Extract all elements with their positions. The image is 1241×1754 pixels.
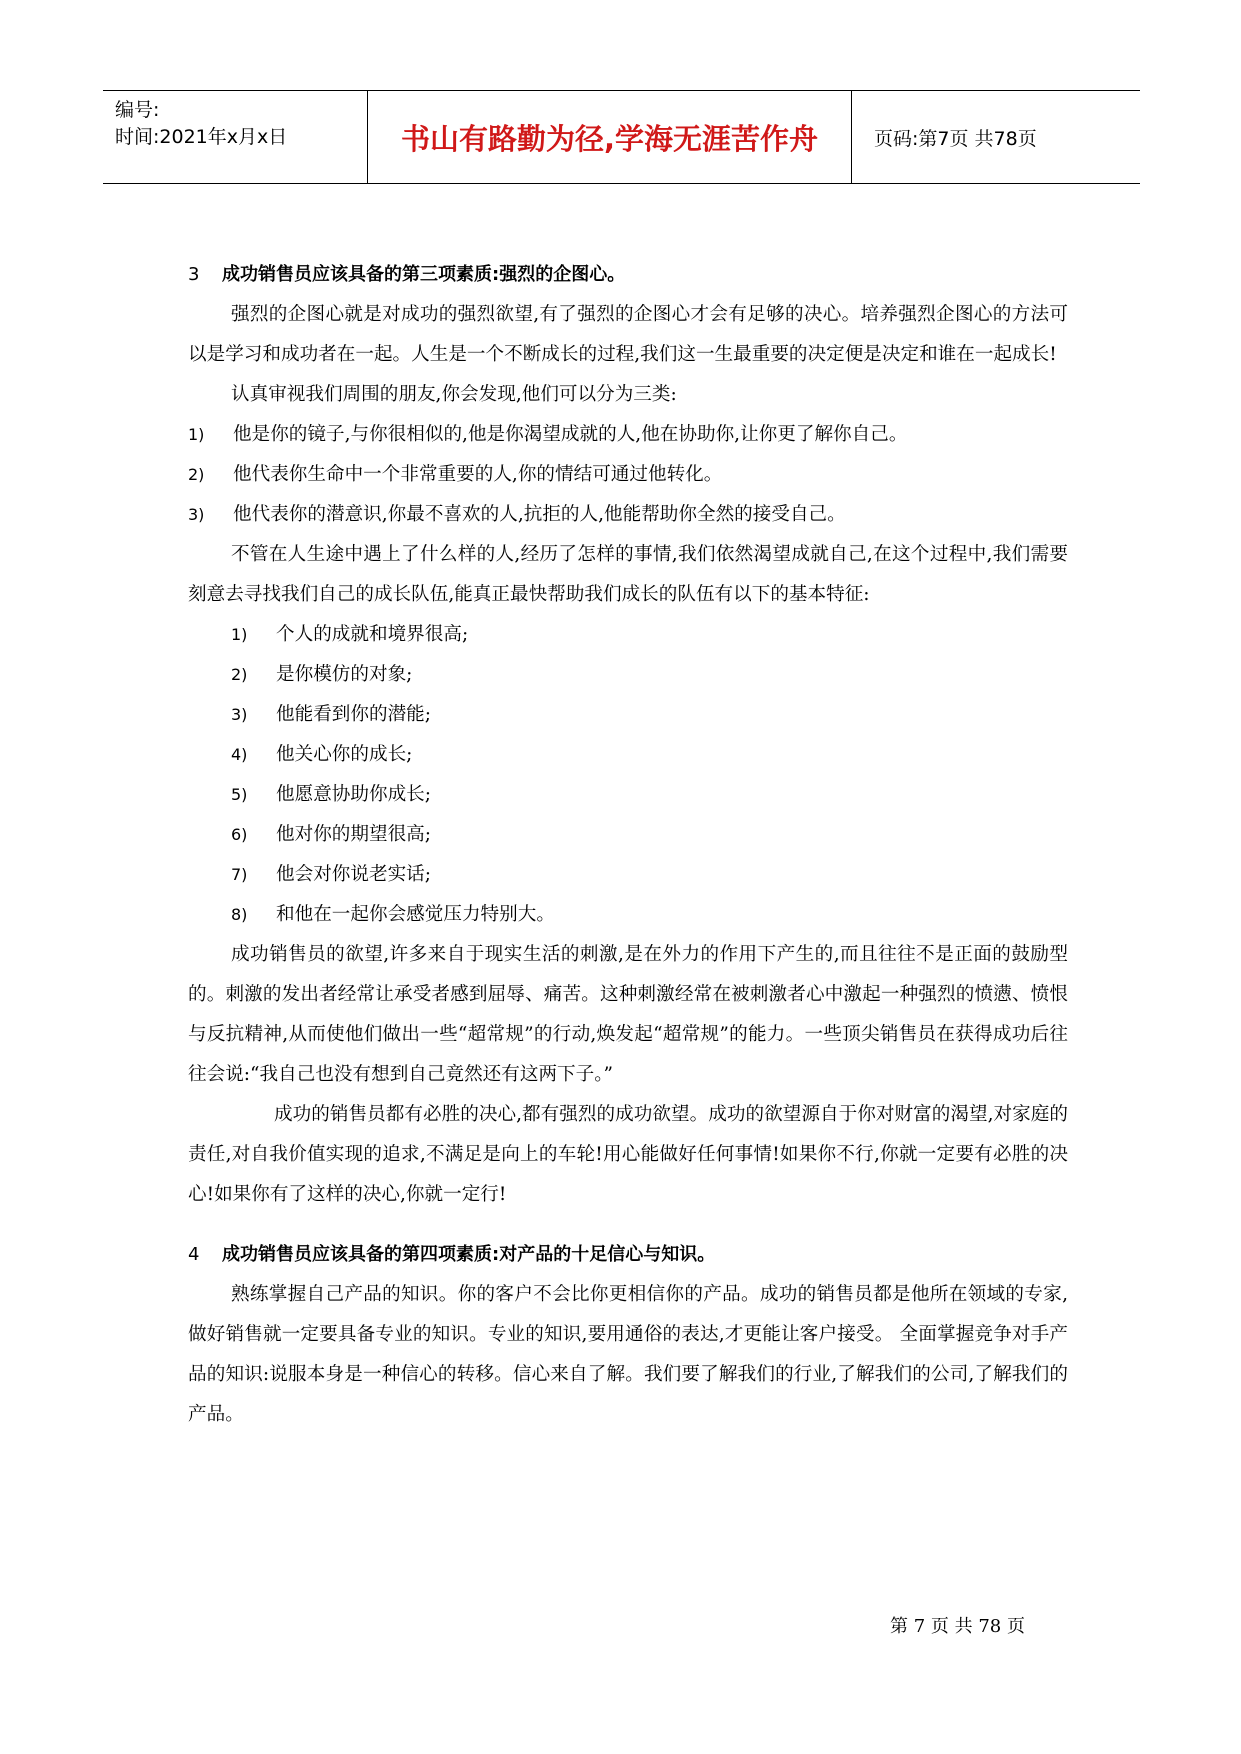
list-item bbox=[231, 735, 1068, 775]
document-body bbox=[188, 255, 1068, 1435]
list-item bbox=[231, 775, 1068, 815]
list-item bbox=[231, 815, 1068, 855]
list-marker: 5) bbox=[231, 785, 248, 804]
section-3-number: 3 bbox=[188, 264, 200, 285]
section-3-heading bbox=[188, 255, 1068, 295]
list-item-text: 个人的成就和境界很高; bbox=[276, 624, 469, 645]
list-item-text: 他对你的期望很高; bbox=[276, 824, 432, 845]
list-marker: 6) bbox=[231, 825, 248, 844]
paragraph: 成功的销售员都有必胜的决心,都有强烈的成功欲望。成功的欲望源自于你对财富的渴望,对家庭的责任,对自我价值实现的追求,不满足是向上的车轮!用心能做好任何事情!如果你不行,你就一定要有必胜的决心!如果你有了这样的决心,你就一定行! bbox=[188, 1104, 1068, 1205]
section-4-heading bbox=[188, 1235, 1068, 1275]
page-header bbox=[103, 90, 1140, 184]
list-item bbox=[188, 415, 1068, 455]
list-item-text: 他关心你的成长; bbox=[276, 744, 413, 765]
list-item-text: 他会对你说老实话; bbox=[276, 864, 432, 885]
list-marker: 8) bbox=[231, 905, 248, 924]
list-item bbox=[231, 855, 1068, 895]
list-marker: 4) bbox=[231, 745, 248, 764]
document-number-label: 编号: bbox=[115, 99, 160, 121]
section-4-number: 4 bbox=[188, 1244, 200, 1265]
header-meta bbox=[103, 91, 368, 183]
list-item bbox=[231, 695, 1068, 735]
paragraph: 强烈的企图心就是对成功的强烈欲望,有了强烈的企图心才会有足够的决心。培养强烈企图心的方法可以是学习和成功者在一起。人生是一个不断成长的过程,我们这一生最重要的决定便是决定和谁在一起成长! bbox=[188, 304, 1068, 365]
section-spacer bbox=[188, 1215, 1068, 1235]
paragraph: 认真审视我们周围的朋友,你会发现,他们可以分为三类: bbox=[231, 384, 677, 405]
section-4-title: 成功销售员应该具备的第四项素质:对产品的十足信心与知识。 bbox=[222, 1244, 716, 1265]
paragraph: 不管在人生途中遇上了什么样的人,经历了怎样的事情,我们依然渴望成就自己,在这个过程中,我们需要刻意去寻找我们自己的成长队伍,能真正最快帮助我们成长的队伍有以下的基本特征: bbox=[188, 544, 1068, 605]
page-footer: 第 7 页 共 78 页 bbox=[890, 1616, 1025, 1637]
list-item bbox=[188, 455, 1068, 495]
list-item-text: 他代表你的潜意识,你最不喜欢的人,抗拒的人,他能帮助你全然的接受自己。 bbox=[233, 504, 846, 525]
list-marker: 2) bbox=[231, 665, 248, 684]
section-3-title: 成功销售员应该具备的第三项素质:强烈的企图心。 bbox=[222, 264, 626, 285]
paragraph: 成功销售员的欲望,许多来自于现实生活的刺激,是在外力的作用下产生的,而且往往不是正面的鼓励型的。刺激的发出者经常让承受者感到屈辱、痛苦。这种刺激经常在被刺激者心中激起一种强烈的愤懑、愤恨与反抗精神,从而使他们做出一些“超常规”的行动,焕发起“超常规”的能力。一些顶尖销售员在获得成功后往往会说:“我自己也没有想到自己竟然还有这两下子。” bbox=[188, 944, 1068, 1085]
list-item bbox=[231, 615, 1068, 655]
list-marker: 2) bbox=[188, 465, 205, 484]
header-motto: 书山有路勤为径,学海无涯苦作舟 bbox=[368, 91, 852, 183]
list-marker: 3) bbox=[188, 505, 205, 524]
list-item-text: 他是你的镜子,与你很相似的,他是你渴望成就的人,他在协助你,让你更了解你自己。 bbox=[233, 424, 908, 445]
list-marker: 1) bbox=[188, 425, 205, 444]
paragraph: 熟练掌握自己产品的知识。你的客户不会比你更相信你的产品。成功的销售员都是他所在领域的专家,做好销售就一定要具备专业的知识。专业的知识,要用通俗的表达,才更能让客户接受。 全面掌握竞争对手产品的知识:说服本身是一种信心的转移。信心来自了解。我们要了解我们的行业,了解我们的公司,了解我们的产品。 bbox=[188, 1284, 1068, 1425]
list-marker: 1) bbox=[231, 625, 248, 644]
list-item bbox=[231, 895, 1068, 935]
list-item bbox=[188, 495, 1068, 535]
list-marker: 3) bbox=[231, 705, 248, 724]
document-time-label: 时间:2021年x月x日 bbox=[115, 126, 288, 148]
list-item-text: 他代表你生命中一个非常重要的人,你的情结可通过他转化。 bbox=[233, 464, 723, 485]
list-item-text: 他能看到你的潜能; bbox=[276, 704, 432, 725]
list-item-text: 他愿意协助你成长; bbox=[276, 784, 432, 805]
list-item bbox=[231, 655, 1068, 695]
list-item-text: 是你模仿的对象; bbox=[276, 664, 413, 685]
list-item-text: 和他在一起你会感觉压力特别大。 bbox=[276, 904, 555, 925]
header-page-number: 页码:第7页 共78页 bbox=[874, 127, 1037, 150]
list-marker: 7) bbox=[231, 865, 248, 884]
